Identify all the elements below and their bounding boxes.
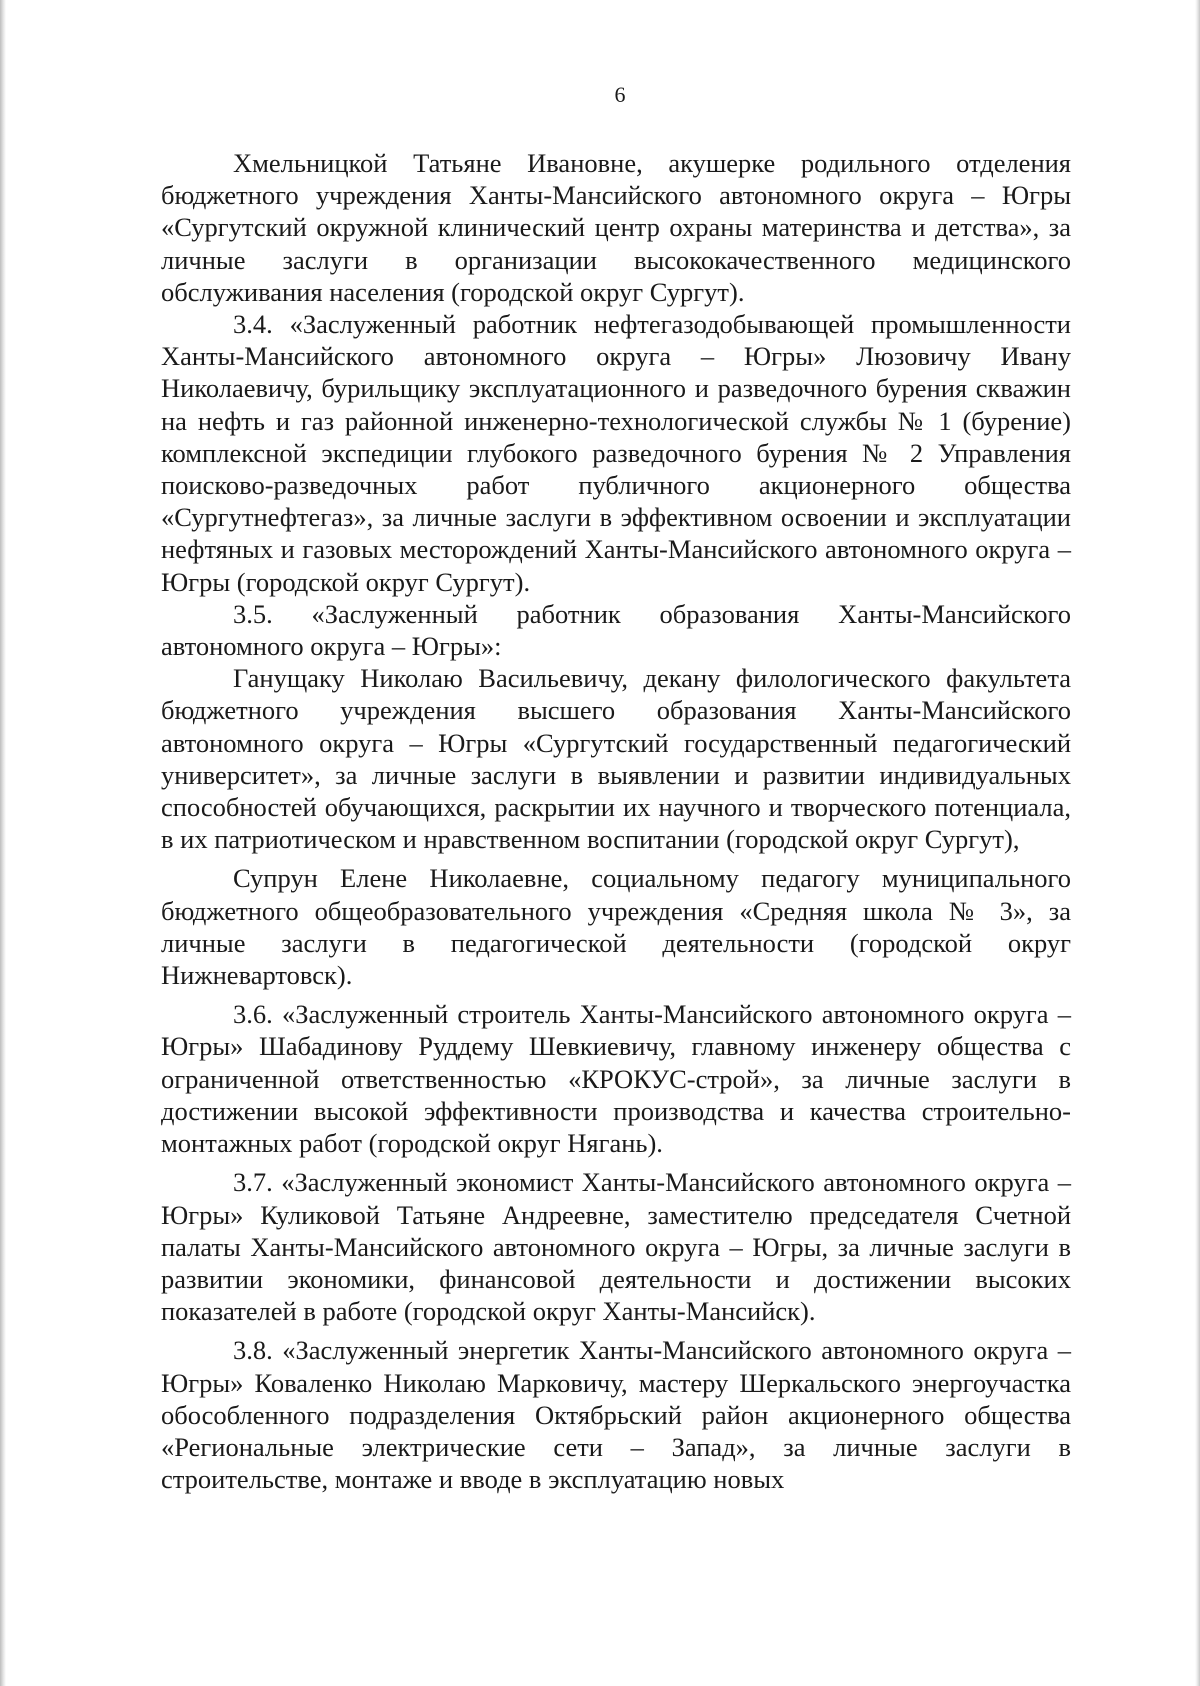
paragraph-3-4: 3.4. «Заслуженный работник нефтегазодобывающей промышленности Ханты-Мансийского автономного округа – Югры» Люзовичу Ивану Николаевичу, бурильщику эксплуатационного и разведочного бурения скважин на нефть и газ районной инженерно-технологической службы № 1 (бурение) комплексной экспедиции глубокого разведочного бурения № 2 Управления поисково-разведочных работ публичного акционерного общества «Сургутнефтегаз», за личные заслуги в эффективном освоении и эксплуатации нефтяных и газовых месторождений Ханты-Мансийского автономного округа – Югры (городской округ Сургут). [161, 309, 1071, 597]
document-body [161, 147, 1071, 1495]
paragraph-3-7: 3.7. «Заслуженный экономист Ханты-Мансийского автономного округа – Югры» Куликовой Татьяне Андреевне, заместителю председателя Счетной палаты Ханты-Мансийского автономного округа – Югры, за личные заслуги в развитии экономики, финансовой деятельности и достижении высоких показателей в работе (городской округ Ханты-Мансийск). [161, 1167, 1071, 1327]
paragraph-suprun: Супрун Елене Николаевне, социальному педагогу муниципального бюджетного общеобразовательного учреждения «Средняя школа № 3», за личные заслуги в педагогической деятельности (городской округ Нижневартовск). [161, 863, 1071, 991]
paragraph-3-5: 3.5. «Заслуженный работник образования Ханты-Мансийского автономного округа – Югры»: [161, 598, 1071, 662]
scan-edge-left [0, 0, 6, 1686]
paragraph-3-8: 3.8. «Заслуженный энергетик Ханты-Мансийского автономного округа – Югры» Коваленко Николаю Марковичу, мастеру Шеркальского энергоучастка обособленного подразделения Октябрьский район акционерного общества «Региональные электрические сети – Запад», за личные заслуги в строительстве, монтаже и вводе в эксплуатацию новых [161, 1335, 1071, 1495]
paragraph-ganushchak: Ганущаку Николаю Васильевичу, декану филологического факультета бюджетного учреждения высшего образования Ханты-Мансийского автономного округа – Югры «Сургутский государственный педагогический университет», за личные заслуги в выявлении и развитии индивидуальных способностей обучающихся, раскрытии их научного и творческого потенциала, в их патриотическом и нравственном воспитании (городской округ Сургут), [161, 663, 1071, 855]
paragraph-khmelnitskaya: Хмельницкой Татьяне Ивановне, акушерке родильного отделения бюджетного учреждения Ханты-Мансийского автономного округа – Югры «Сургутский окружной клинический центр охраны материнства и детства», за личные заслуги в организации высококачественного медицинского обслуживания населения (городской округ Сургут). [161, 148, 1071, 307]
paragraph-3-6: 3.6. «Заслуженный строитель Ханты-Мансийского автономного округа – Югры» Шабадинову Руддему Шевкиевичу, главному инженеру общества с ограниченной ответственностью «КРОКУС-строй», за личные заслуги в достижении высокой эффективности производства и качества строительно-монтажных работ (городской округ Нягань). [161, 999, 1071, 1159]
page-number: 6 [614, 82, 626, 107]
scan-edge-right [1195, 0, 1200, 1686]
